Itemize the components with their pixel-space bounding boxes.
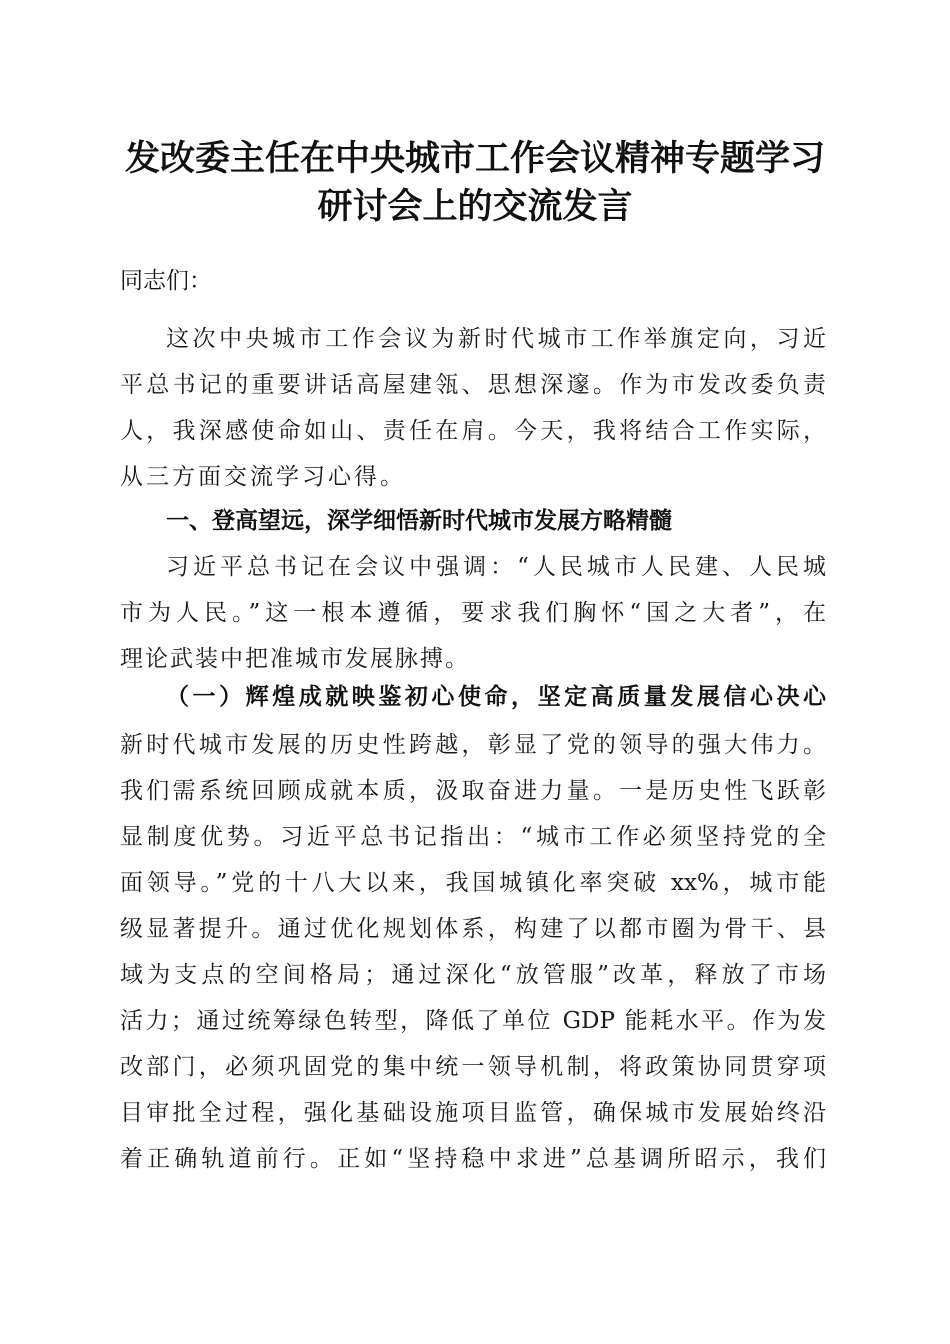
paragraph-line: 显制度优势。习近平总书记指出：“城市工作必须坚持党的全 <box>120 824 826 850</box>
paragraph-line: 我们需系统回顾成就本质，汲取奋进力量。一是历史性飞跃彰 <box>120 778 826 804</box>
paragraph-line: 级显著提升。通过优化规划体系，构建了以都市圈为骨干、县 <box>120 916 826 942</box>
paragraph-line: 从三方面交流学习心得。 <box>120 464 406 490</box>
document-title-line-2: 研讨会上的交流发言 <box>317 186 633 227</box>
paragraph-line: 改部门，必须巩固党的集中统一领导机制，将政策协同贯穿项 <box>120 1054 826 1080</box>
paragraph-line: 平总书记的重要讲话高屋建瓴、思想深邃。作为市发改委负责 <box>120 372 826 398</box>
paragraph-line: 域为支点的空间格局；通过深化“放管服”改革，释放了市场 <box>120 962 826 988</box>
paragraph-line: 着正确轨道前行。正如“坚持稳中求进”总基调所昭示，我们 <box>120 1146 826 1172</box>
paragraph-line: 目审批全过程，强化基础设施项目监管，确保城市发展始终沿 <box>120 1100 826 1126</box>
paragraph-line: 面领导。”党的十八大以来，我国城镇化率突破 xx%，城市能 <box>120 870 826 896</box>
section-heading: 一、登高望远，深学细悟新时代城市发展方略精髓 <box>166 508 672 534</box>
subsection-heading: （一）辉煌成就映鉴初心使命，坚定高质量发展信心决心 <box>166 683 826 710</box>
paragraph-line: 习近平总书记在会议中强调：“人民城市人民建、人民城 <box>166 554 826 580</box>
paragraph-line: 人，我深感使命如山、责任在肩。今天，我将结合工作实际， <box>120 418 826 444</box>
document-title-line-1: 发改委主任在中央城市工作会议精神专题学习 <box>124 138 825 179</box>
paragraph-line: 市为人民。”这一根本遵循，要求我们胸怀“国之大者”，在 <box>120 600 826 626</box>
paragraph-line: 新时代城市发展的历史性跨越，彰显了党的领导的强大伟力。 <box>120 732 826 758</box>
salutation: 同志们： <box>120 268 212 294</box>
paragraph-line: 活力；通过统筹绿色转型，降低了单位 GDP 能耗水平。作为发 <box>120 1008 826 1034</box>
paragraph-line: 这次中央城市工作会议为新时代城市工作举旗定向，习近 <box>166 326 826 352</box>
paragraph-line: 理论武装中把准城市发展脉搏。 <box>120 646 470 672</box>
